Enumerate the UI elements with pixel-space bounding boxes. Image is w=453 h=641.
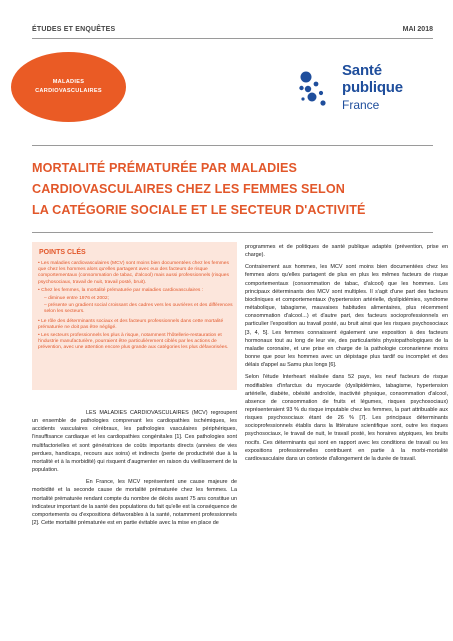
document-title-line1: MORTALITÉ PRÉMATURÉE PAR MALADIES (32, 161, 297, 175)
body-column-right (245, 243, 448, 467)
key-point-2-sub-1: – diminue entre 1976 et 2002; (44, 296, 109, 302)
france-paragraph: En France, les MCV représentent une cause majeure de morbidité et la seconde cause de mortalité prématurée chez les femmes. La mortalité prématurée rendant compte du nombre de décès avant 75 ans constitue un indicateur important de la santé des populations du fait qu'elle est la conséquence de comportements ou d'expositions défavorables à la santé, notamment professionnels [2]. Cette mortalité prématurée est en partie évitable avec la mise en place de (32, 479, 237, 527)
section-label: ÉTUDES ET ENQUÊTES (32, 26, 116, 33)
category-badge (11, 52, 126, 122)
publication-date: MAI 2018 (402, 26, 433, 33)
key-points-content (38, 261, 233, 354)
circles-logo-icon (298, 70, 336, 110)
header-divider (32, 38, 433, 39)
title-bottom-divider (32, 232, 433, 233)
logo-text-sante: Santé (342, 62, 382, 79)
interheart-paragraph: Selon l'étude Interheart réalisée dans 52 pays, les neuf facteurs de risque modifiables d'infarctus du myocarde (dyslipidémies, tabagisme, hypertension artérielle, diabète, obésité androïde, inactivité physique, consommation d'alcool, absence de consommation de fruits et légumes, risques psychosociaux) représenteraient 93 % du risque imputable chez les femmes, la part attribuable aux risques psychosociaux étant de 26 % [7]. Les principaux déterminants socioprofessionnels établis dans la littérature scientifique sont, outre les risques psychosociaux, le travail de nuit, le travail posté, les horaires atypiques, les bruits nocifs. Ces déterminants qui sont en rapport avec les conditions de travail ou les expositions professionnelles contribuent en partie à la morbi-mortalité cardiovasculaire dans un contexte d'allongement de la durée de travail. (245, 374, 448, 462)
document-title (32, 158, 442, 221)
key-point-2: • Chez les femmes, la mortalité prématurée par maladies cardiovasculaires : (38, 287, 204, 293)
category-badge-label (35, 78, 102, 96)
key-point-2-sub-2: – présente un gradient social croissant des cadres vers les ouvrières et des différences selon les secteurs. (44, 303, 233, 315)
category-badge-line1: MALADIES (52, 79, 85, 85)
key-point-3: • Le rôle des déterminants sociaux et des facteurs professionnels dans cette mortalité prématurée ne doit pas être négligé. (38, 318, 224, 330)
key-points-box (32, 242, 237, 390)
continuation-paragraph: programmes et de politiques de santé publique adaptés (prévention, prise en charge). (245, 244, 448, 259)
sante-publique-france-logo (298, 62, 448, 120)
key-point-1: • Les maladies cardiovasculaires (MCV) sont moins bien documentées chez les femmes que chez les hommes alors qu'elles partagent avec eux des facteurs de risque comportementaux (consommation de tabac, d'alcool) mais aussi professionnels (risques psychosociaux, travail de nuit, travail posté, bruit). (38, 261, 229, 285)
body-column-left (32, 409, 237, 531)
logo-text-france: France (342, 98, 380, 112)
key-points-heading: POINTS CLÉS (39, 249, 86, 256)
document-title-line2: CARDIOVASCULAIRES CHEZ LES FEMMES SELON (32, 182, 345, 196)
key-point-4: • Les secteurs professionnels les plus à risque, notamment l'hôtellerie-restauration et l'industrie manufacturière, pourraient être particulièrement ciblés par les actions de prévention, avec une attention encore plus grande aux catégories les plus défavorisées. (38, 333, 229, 351)
risk-factors-paragraph: Contrairement aux hommes, les MCV sont moins bien documentées chez les femmes alors qu'elles partagent de plus en plus les mêmes facteurs de risque comportementaux (consommation de tabac, d'alcool) que les hommes. Les principaux déterminants des MCV sont multiples. Il s'agit d'une part des facteurs biocliniques et comportementaux (hypertension artérielle, dyslipidémies, syndrome métabolique, tabagisme, mauvaises habitudes alimentaires, plus récemment consommation d'alcool...) et d'autre part, des facteurs socioprofessionnels en particulier l'exposition au travail posté, au bruit ainsi que les risques psychosociaux [3, 4, 5]. Les femmes connaissent également une exposition à des facteurs hormonaux tout au long de leur vie, des particularités physiopathologiques de la maladie coronaire, et une prise en charge de la pathologie coronarienne moins bonne que pour les hommes avec un dépistage plus tardif ou incomplet et des délais d'appel au Samu plus longs [6]. (245, 264, 448, 369)
category-badge-line2: CARDIOVASCULAIRES (35, 88, 102, 94)
document-title-line3: LA CATÉGORIE SOCIALE ET LE SECTEUR D'ACTIVITÉ (32, 203, 366, 217)
intro-paragraph: LES MALADIES CARDIOVASCULAIRES (MCV) regroupent un ensemble de pathologies comprenant les cardiopathies ischémiques, les accidents vasculaires cérébraux, les pathologies vasculaires périphériques, l'insuffisance cardiaque et les cardiopathies congénitales [1]. Ces pathologies sont multifactorielles et sont génératrices de coûts importants directs (années de vies perdues, handicaps, recours aux soins) et indirects (perte de productivité due à la mortalité et à la morbidité) qui risquent d'augmenter en raison du vieillissement de la population. (32, 410, 237, 474)
title-top-divider (32, 145, 433, 146)
logo-text-publique: publique (342, 79, 403, 96)
